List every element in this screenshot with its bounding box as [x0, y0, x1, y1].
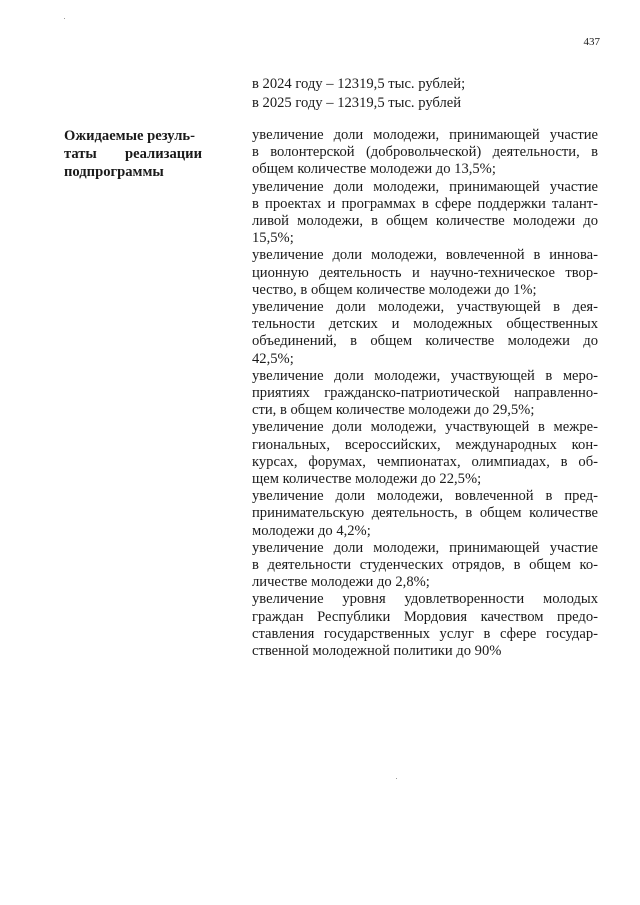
result-line: общем количестве молодежи до 13,5%;: [252, 161, 496, 178]
result-line: принимательскую деятельность, в общем количестве: [252, 505, 598, 522]
result-line: увеличение доли молодежи, принимающей участие: [252, 539, 598, 556]
result-line: увеличение доли молодежи, участвующей в дея-: [252, 299, 598, 315]
page-number: 437: [583, 36, 600, 48]
result-line: курсах, форумах, чемпионатах, олимпиадах, в об-: [252, 453, 598, 470]
result-line: увеличение доли молодежи, вовлеченной в иннова-: [252, 247, 598, 264]
scan-speck: [396, 778, 397, 779]
scan-speck: [64, 18, 65, 19]
result-line: гиональных, всероссийских, международных кон-: [252, 436, 598, 453]
result-line: ливой молодежи, в общем количестве молодежи до: [252, 213, 598, 229]
funding-line: в 2025 году – 12319,5 тыс. рублей: [252, 95, 462, 111]
label-line: подпрограммы: [64, 164, 164, 180]
result-line: 42,5%;: [252, 350, 294, 367]
result-line: в деятельности студенческих отрядов, в общем ко-: [252, 557, 598, 573]
result-line: граждан Республики Мордовия качеством предо-: [252, 608, 598, 625]
result-line: ционную деятельность и научно-техническое твор-: [252, 264, 598, 281]
result-line: в проектах и программах в сфере поддержки талант-: [252, 195, 598, 212]
funding-line: в 2024 году – 12319,5 тыс. рублей;: [252, 76, 466, 92]
result-line: чество, в общем количестве молодежи до 1%;: [252, 281, 537, 298]
label-line: таты реализации: [64, 146, 202, 162]
result-line: увеличение доли молодежи, вовлеченной в пред-: [252, 488, 598, 505]
result-line: ственной молодежной политики до 90%: [252, 643, 502, 659]
result-line: 15,5%;: [252, 230, 294, 247]
result-line: увеличение уровня удовлетворенности молодых: [252, 591, 598, 608]
result-line: тельности детских и молодежных общественных: [252, 316, 598, 333]
result-line: объединений, в общем количестве молодежи до: [252, 333, 598, 350]
result-line: увеличение доли молодежи, принимающей участие: [252, 127, 598, 143]
result-line: увеличение доли молодежи, принимающей участие: [252, 178, 598, 195]
result-line: приятиях гражданско-патриотической направленно-: [252, 385, 598, 401]
result-line: щем количестве молодежи до 22,5%;: [252, 471, 482, 487]
result-line: молодежи до 4,2%;: [252, 522, 371, 539]
result-line: увеличение доли молодежи, участвующей в меро-: [252, 367, 598, 384]
label-line: Ожидаемые резуль-: [64, 128, 195, 144]
result-line: в волонтерской (добровольческой) деятельности, в: [252, 144, 598, 161]
result-line: ставления государственных услуг в сфере государ-: [252, 625, 598, 642]
result-line: увеличение доли молодежи, участвующей в межре-: [252, 419, 598, 436]
result-line: сти, в общем количестве молодежи до 29,5%;: [252, 402, 535, 419]
result-line: личестве молодежи до 2,8%;: [252, 574, 430, 591]
